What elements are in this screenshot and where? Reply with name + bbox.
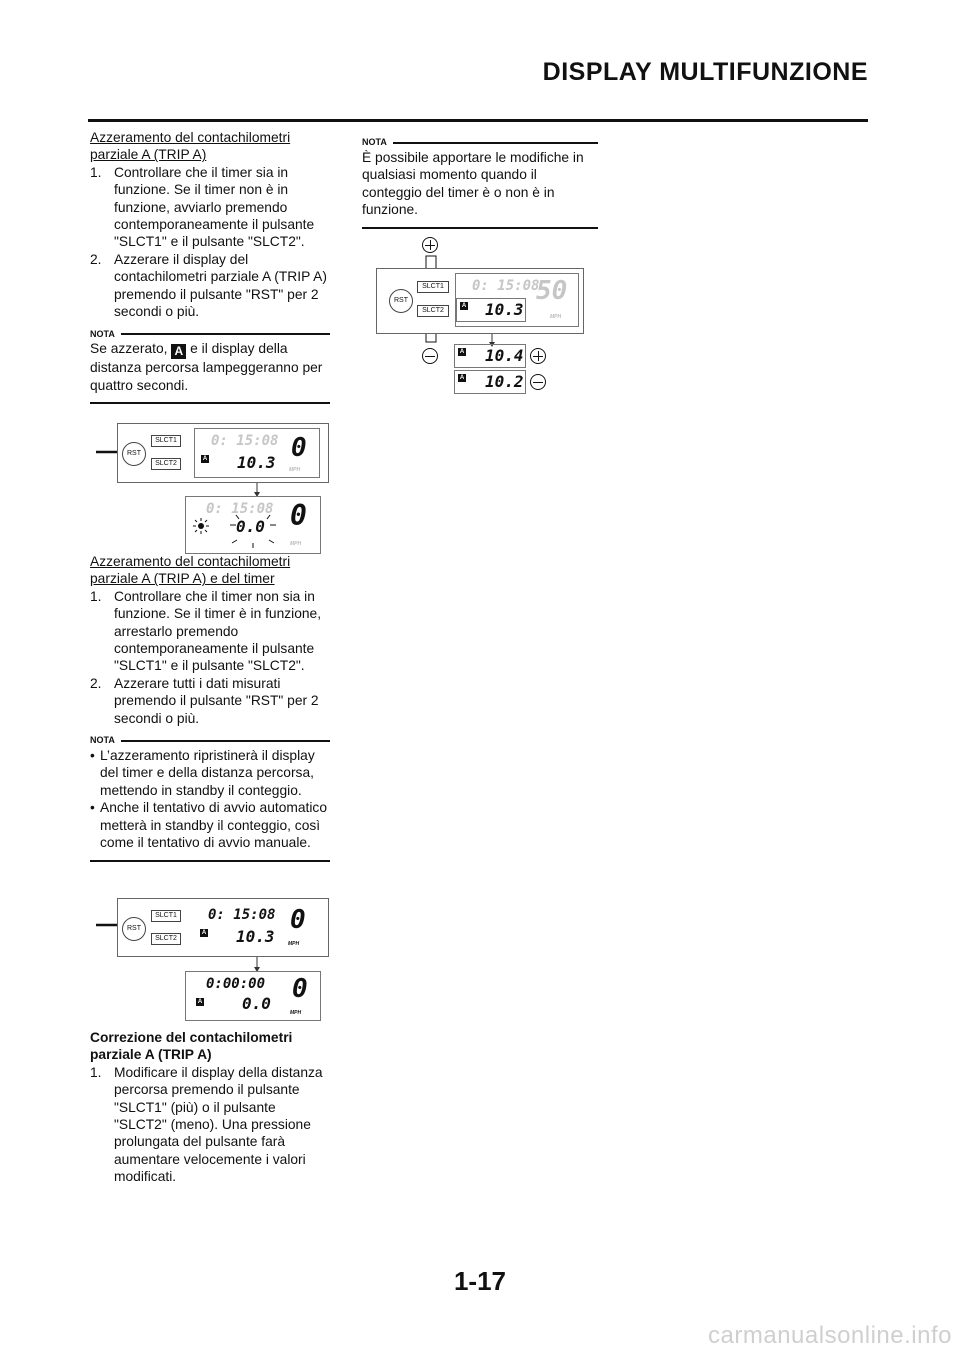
nota-heading: NOTA <box>90 735 330 747</box>
list-item: 1. Controllare che il timer sia in funzione. Se il timer non è in funzione, avviarlo premendo contemporaneamente il pulsante "SLCT1" e il pulsante "SLCT2". <box>90 164 315 250</box>
timer-value: 0: 15:08 <box>211 433 279 449</box>
lcd-screen <box>194 903 318 951</box>
speed-value: 0 <box>292 974 308 1004</box>
list-item: • Anche il tentativo di avvio automatico metterà in standby il conteggio, così come il tentativo di avvio manuale. <box>90 800 328 851</box>
nota-bullets <box>90 747 330 851</box>
list-item: 2. Azzerare il display del contachilometri parziale A (TRIP A) premendo il pulsante "RST" per 2 secondi o più. <box>90 251 327 320</box>
left-column-top <box>90 129 330 404</box>
list-item: 1. Modificare il display della distanza percorsa premendo il pulsante "SLCT1" (più) o il pulsante "SLCT2" (meno). Una pressione prolungata del pulsante farà aumentare velocemente i valori modificati. <box>90 1064 323 1185</box>
unit-label: MPH <box>290 1010 302 1016</box>
minus-icon <box>422 348 438 364</box>
figure-reset-trip-timer <box>90 893 330 1023</box>
unit-label: MPH <box>288 941 300 947</box>
watermark: carmanualsonline.info <box>708 1322 952 1349</box>
steps-reset-trip-timer <box>90 588 330 727</box>
rst-button[interactable]: RST <box>122 442 146 466</box>
panel <box>117 423 329 483</box>
steps-correction <box>90 1064 330 1186</box>
distance-minus-value: 10.2 <box>485 372 524 391</box>
list-item: 1. Controllare che il timer non sia in funzione. Se il timer è in funzione, arrestarlo premendo contemporaneamente il pulsante "SLCT1" e il pulsante "SLCT2". <box>90 588 322 674</box>
slct2-button[interactable]: SLCT2 <box>151 933 181 945</box>
left-column-bottom <box>90 1029 330 1186</box>
rst-button[interactable]: RST <box>389 289 413 313</box>
steps-reset-trip <box>90 164 330 321</box>
trip-a-icon: A <box>171 344 186 359</box>
nota-end-rule <box>90 402 330 404</box>
left-column-middle <box>90 553 330 862</box>
nota-heading: NOTA <box>90 328 330 340</box>
distance-value: 10.3 <box>237 453 276 472</box>
nota-text: Se azzerato, A e il display della distanza percorsa lampeggeranno per quattro secondi. <box>90 341 323 393</box>
lcd-screen-reset <box>185 971 321 1021</box>
list-item: 2. Azzerare tutti i dati misurati premendo il pulsante "RST" per 2 secondi o più. <box>90 675 319 726</box>
slct1-button[interactable]: SLCT1 <box>151 435 181 447</box>
section-title-reset-trip: Azzeramento del contachilometri parziale A (TRIP A) <box>90 130 291 163</box>
section-title-reset-trip-timer: Azzeramento del contachilometri parziale A (TRIP A) e del timer <box>90 554 291 587</box>
right-column <box>362 137 598 229</box>
speed-value: 0 <box>290 499 307 532</box>
speed-value: 0 <box>290 905 306 935</box>
speed-value: 50 <box>536 276 568 306</box>
nota-end-rule <box>362 227 598 229</box>
trip-a-icon: A <box>197 999 203 1005</box>
page-title: DISPLAY MULTIFUNZIONE <box>542 58 868 86</box>
distance-value: 10.3 <box>236 927 275 946</box>
trip-a-icon: A <box>459 349 465 355</box>
trip-a-icon: A <box>461 303 467 309</box>
slct2-button[interactable]: SLCT2 <box>151 458 181 470</box>
lcd-distance-plus <box>454 344 526 368</box>
timer-value: 0: 15:08 <box>208 907 276 923</box>
unit-label: MPH <box>290 541 302 547</box>
blink-icon <box>192 517 210 535</box>
slct2-button[interactable]: SLCT2 <box>417 305 449 317</box>
lcd-screen <box>194 428 320 478</box>
distance-value: 10.3 <box>485 300 524 319</box>
trip-a-icon: A <box>459 375 465 381</box>
timer-value: 0: 15:08 <box>206 501 274 517</box>
timer-reset-value: 0:00:00 <box>206 976 266 992</box>
minus-icon <box>530 374 546 390</box>
trip-a-icon: A <box>202 456 208 462</box>
trip-a-icon: A <box>201 930 207 936</box>
blink-rays <box>228 513 278 549</box>
trip-highlight <box>456 298 526 322</box>
plus-icon <box>530 348 546 364</box>
panel <box>117 898 329 957</box>
unit-label: MPH <box>289 467 301 473</box>
figure-correction <box>376 232 586 398</box>
timer-value: 0: 15:08 <box>472 278 540 294</box>
unit-label: MPH <box>550 314 562 320</box>
nota-text: È possibile apportare le modifiche in qualsiasi momento quando il conteggio del timer è o non è in funzione. <box>362 150 584 218</box>
page-number: 1-17 <box>453 1266 507 1296</box>
rst-button[interactable]: RST <box>122 917 146 941</box>
lcd-screen-reset <box>185 496 321 554</box>
distance-reset-value: 0.0 <box>242 994 271 1013</box>
panel <box>376 268 584 334</box>
lcd-distance-minus <box>454 370 526 394</box>
distance-plus-value: 10.4 <box>485 346 524 365</box>
plus-icon <box>422 237 438 253</box>
distance-reset-value: 0.0 <box>236 517 265 536</box>
list-item: • L’azzeramento ripristinerà il display del timer e della distanza percorsa, mettendo in standby il conteggio. <box>90 748 315 798</box>
nota-heading: NOTA <box>362 137 598 149</box>
section-title-correction: Correzione del contachilometri parziale A (TRIP A) <box>90 1030 293 1063</box>
slct1-button[interactable]: SLCT1 <box>417 281 449 293</box>
nota-end-rule <box>90 860 330 862</box>
slct1-button[interactable]: SLCT1 <box>151 910 181 922</box>
figure-reset-trip <box>90 418 330 556</box>
speed-value: 0 <box>291 433 307 463</box>
lcd-screen <box>455 273 579 327</box>
header-rule <box>88 119 868 122</box>
